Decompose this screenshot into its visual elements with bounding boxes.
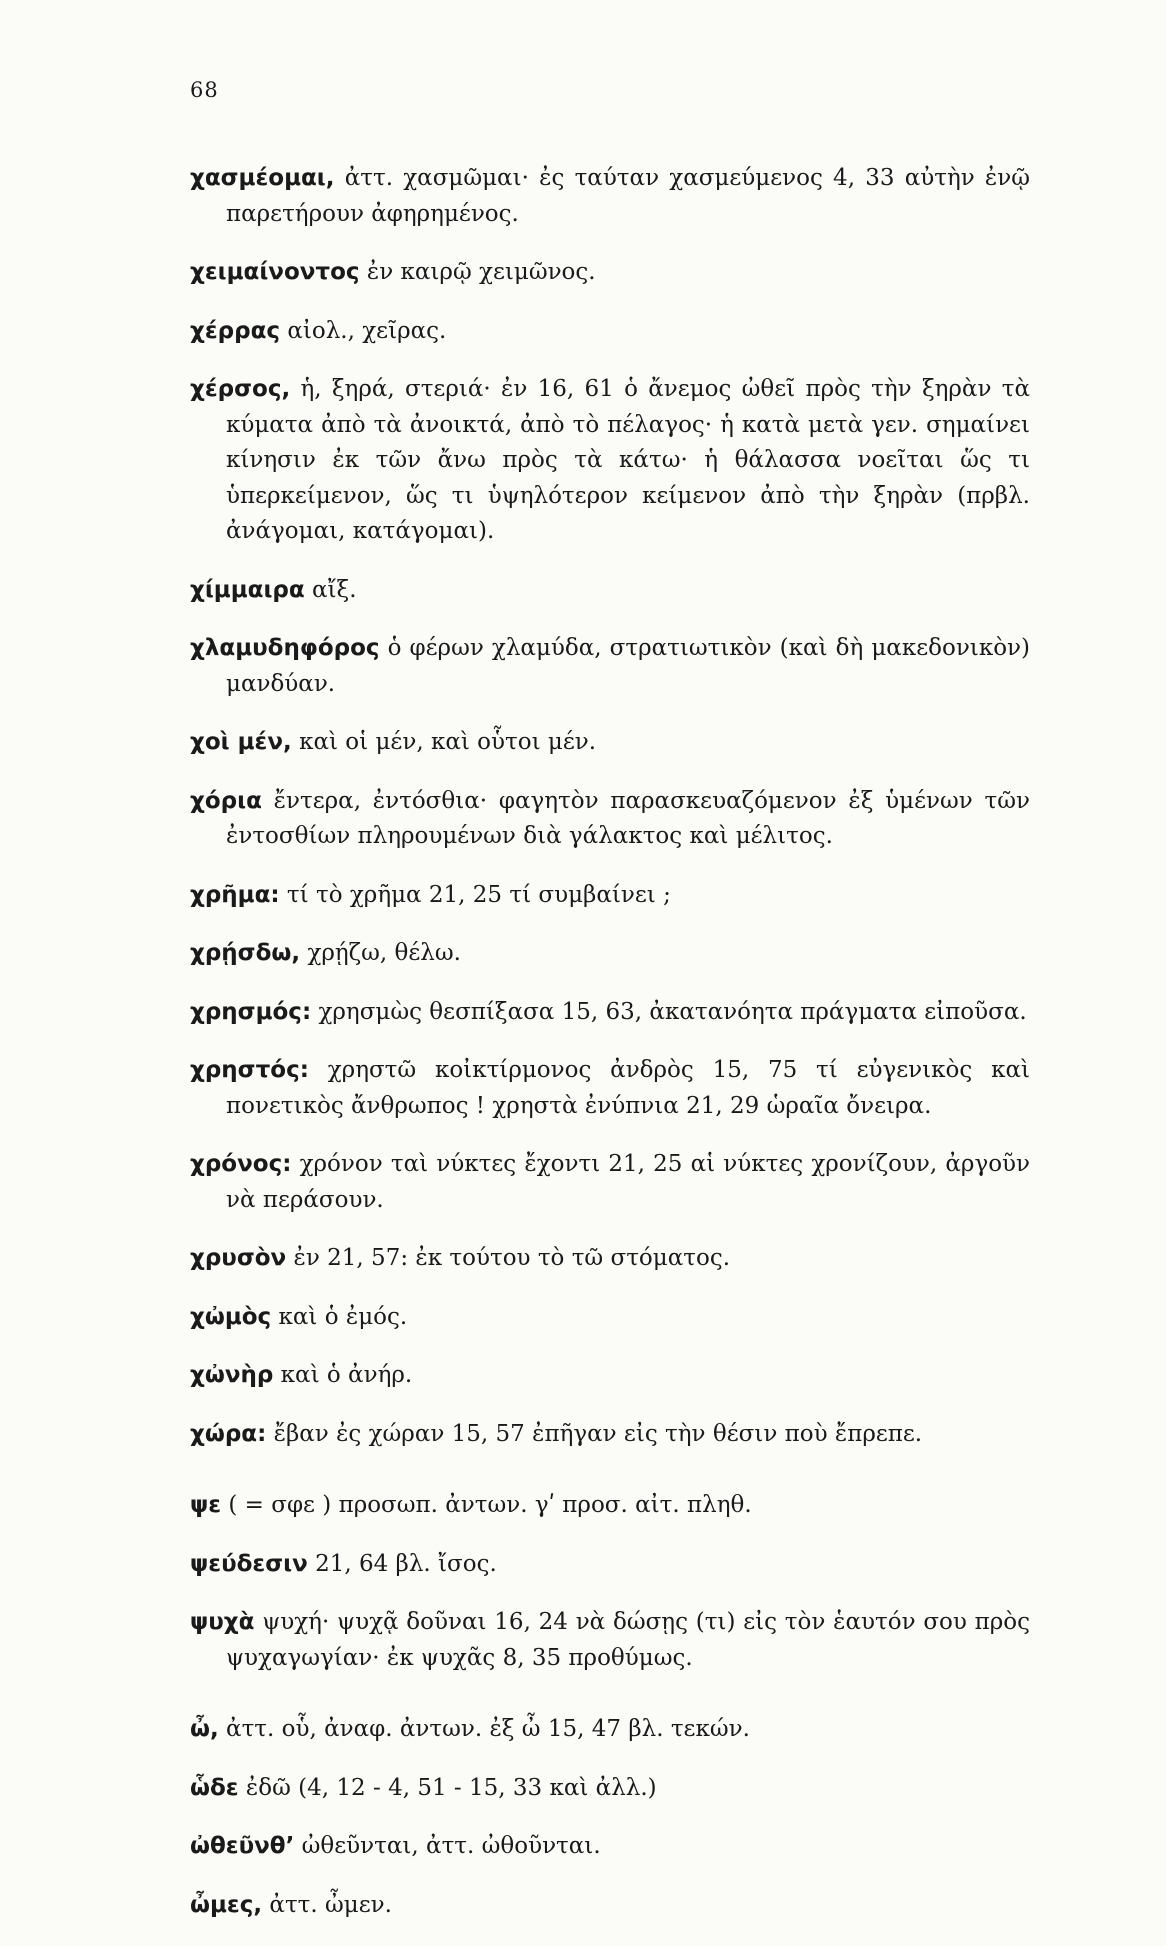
glossary-entry (190, 1300, 1030, 1336)
glossary-entry (190, 936, 1030, 972)
entry-definition: ἐν 21, 57: ἐκ τούτου τὸ τῶ στόματος. (293, 1245, 731, 1271)
glossary-entry (190, 1605, 1030, 1676)
entry-lemma: ὧδε (190, 1774, 239, 1801)
glossary-entry (190, 573, 1030, 609)
entry-lemma: χοὶ μέν, (190, 729, 292, 755)
entry-lemma: χόρια (190, 787, 262, 814)
glossary-entry (190, 1241, 1030, 1277)
entry-definition: ἐδῶ (4, 12 - 4, 51 - 15, 33 καὶ ἀλλ.) (245, 1774, 657, 1801)
section-chi (190, 161, 1030, 1452)
entry-lemma: ὦ, (190, 1716, 219, 1742)
entry-definition: ὠθεῦνται, ἀττ. ὠθοῦνται. (301, 1833, 601, 1859)
glossary-entry (190, 1888, 1030, 1924)
entry-definition: καὶ ὁ ἐμός. (278, 1303, 408, 1330)
entry-definition: 21, 64 βλ. ἴσος. (315, 1550, 497, 1577)
entry-lemma: χὠνὴρ (190, 1362, 274, 1388)
entry-lemma: χὠμὸς (190, 1303, 272, 1330)
entry-lemma: χώρα: (190, 1420, 267, 1447)
glossary-entry (190, 1829, 1030, 1865)
entry-definition: αἰολ., χεῖρας. (287, 317, 447, 344)
entry-definition: χρησμὼς θεσπίξασα 15, 63, ἀκατανόητα πράγματα εἰποῦσα. (318, 998, 1027, 1025)
entry-definition: ψυχή· ψυχᾷ δοῦναι 16, 24 νὰ δώσῃς (τι) εἰς τὸν ἑαυτόν σου πρὸς ψυχαγωγίαν· ἐκ ψυχᾶς 8, 35 προθύμως. (226, 1609, 1030, 1671)
entry-definition: ἔντερα, ἐντόσθια· φαγητὸν παρασκευαζόμενον ἐξ ὑμένων τῶν ἐντοσθίων πληρουμένων διὰ γάλακτος καὶ μέλιτος. (226, 787, 1030, 849)
entry-definition: καὶ ὁ ἀνήρ. (280, 1362, 413, 1388)
entry-definition: ἀττ. χασμῶμαι· ἐς ταύταν χασμεύμενος 4, 33 αὐτὴν ἐνῷ παρετήρουν ἀφηρημένος. (226, 165, 1030, 227)
entry-lemma: ὦμες, (190, 1891, 263, 1918)
glossary-entry (190, 1771, 1030, 1807)
entry-definition: αἴξ. (312, 576, 357, 603)
entry-lemma: ὠθεῦνθ’ (190, 1833, 295, 1859)
entry-lemma: χίμμαιρα (190, 576, 305, 603)
glossary-entry (190, 1053, 1030, 1124)
entry-lemma: ψεύδεσιν (190, 1550, 308, 1577)
entry-definition: ἐν καιρῷ χειμῶνος. (366, 259, 596, 285)
glossary-entry (190, 631, 1030, 702)
glossary-entry (190, 314, 1030, 350)
entry-lemma: χρυσὸν (190, 1245, 287, 1271)
entry-definition: ἀττ. οὗ, ἀναφ. ἀντων. ἐξ ὦ 15, 47 βλ. τεκών. (226, 1716, 750, 1742)
glossary-entry (190, 161, 1030, 232)
entry-lemma: χρῄσδω, (190, 940, 301, 966)
entry-lemma: χέρσος, (190, 376, 291, 402)
entry-definition: ἀττ. ὦμεν. (269, 1891, 392, 1918)
glossary-entry (190, 1358, 1030, 1394)
entry-lemma: χειμαίνοντος (190, 259, 360, 285)
entry-lemma: ψυχὰ (190, 1609, 255, 1635)
section-omega (190, 1712, 1030, 1923)
entry-definition: τί τὸ χρῆμα 21, 25 τί συμβαίνει ; (286, 881, 671, 908)
entry-lemma: χλαμυδηφόρος (190, 635, 380, 661)
glossary-entry (190, 1147, 1030, 1218)
entry-definition: καὶ οἱ μέν, καὶ οὗτοι μέν. (299, 729, 597, 755)
entry-definition: ἡ, ξηρά, στεριά· ἐν 16, 61 ὁ ἄνεμος ὠθεῖ πρὸς τὴν ξηρὰν τὰ κύματα ἀπὸ τὰ ἀνοικτά, ἀπὸ τὸ πέλαγος· ἡ κατὰ μετὰ γεν. σημαίνει κίνησιν ἐκ τῶν ἄνω πρὸς τὰ κάτω· ἡ θάλασσα νοεῖται ὥς τι ὑπερκείμενον, ὥς τι ὑψηλότερον κείμενον ἀπὸ τὴν ξηρὰν (πρβλ. ἀνάγομαι, κατάγομαι). (226, 376, 1031, 544)
glossary-entry (190, 878, 1030, 914)
glossary-entry (190, 255, 1030, 291)
glossary-entry (190, 995, 1030, 1031)
entry-definition: ὁ φέρων χλαμύδα, στρατιωτικὸν (καὶ δὴ μακεδονικὸν) μανδύαν. (226, 635, 1031, 697)
entry-lemma: χασμέομαι, (190, 165, 335, 191)
section-psi (190, 1488, 1030, 1676)
entry-definition: ( = σφε ) προσωπ. ἀντων. γʹ προσ. αἰτ. πληθ. (228, 1492, 752, 1518)
entry-lemma: ψε (190, 1492, 222, 1518)
glossary-entry (190, 1417, 1030, 1453)
glossary-entries (190, 138, 1030, 1946)
glossary-entry (190, 1712, 1030, 1748)
glossary-entry (190, 1547, 1030, 1583)
glossary-entry (190, 784, 1030, 855)
entry-lemma: χρησμός: (190, 998, 312, 1025)
glossary-entry (190, 725, 1030, 761)
entry-definition: χρόνον ταὶ νύκτες ἔχοντι 21, 25 αἱ νύκτες χρονίζουν, ἀργοῦν νὰ περάσουν. (226, 1151, 1031, 1213)
entry-lemma: χρηστός: (190, 1057, 309, 1083)
entry-lemma: χέρρας (190, 317, 281, 344)
entry-definition: χρῄζω, θέλω. (307, 940, 461, 966)
entry-definition: ἔβαν ἐς χώραν 15, 57 ἐπῆγαν εἰς τὴν θέσιν ποὺ ἔπρεπε. (273, 1420, 923, 1447)
entry-lemma: χρῆμα: (190, 881, 280, 908)
glossary-entry (190, 372, 1030, 550)
entry-lemma: χρόνος: (190, 1151, 292, 1177)
entry-definition: χρηστῶ κοἰκτίρμονος ἀνδρὸς 15, 75 τί εὐγενικὸς καὶ πονετικὸς ἄνθρωπος ! χρηστὰ ἐνύπνια 21, 29 ὡραῖα ὄνειρα. (226, 1057, 1031, 1119)
glossary-entry (190, 1488, 1030, 1524)
page-number: 68 (190, 78, 219, 102)
